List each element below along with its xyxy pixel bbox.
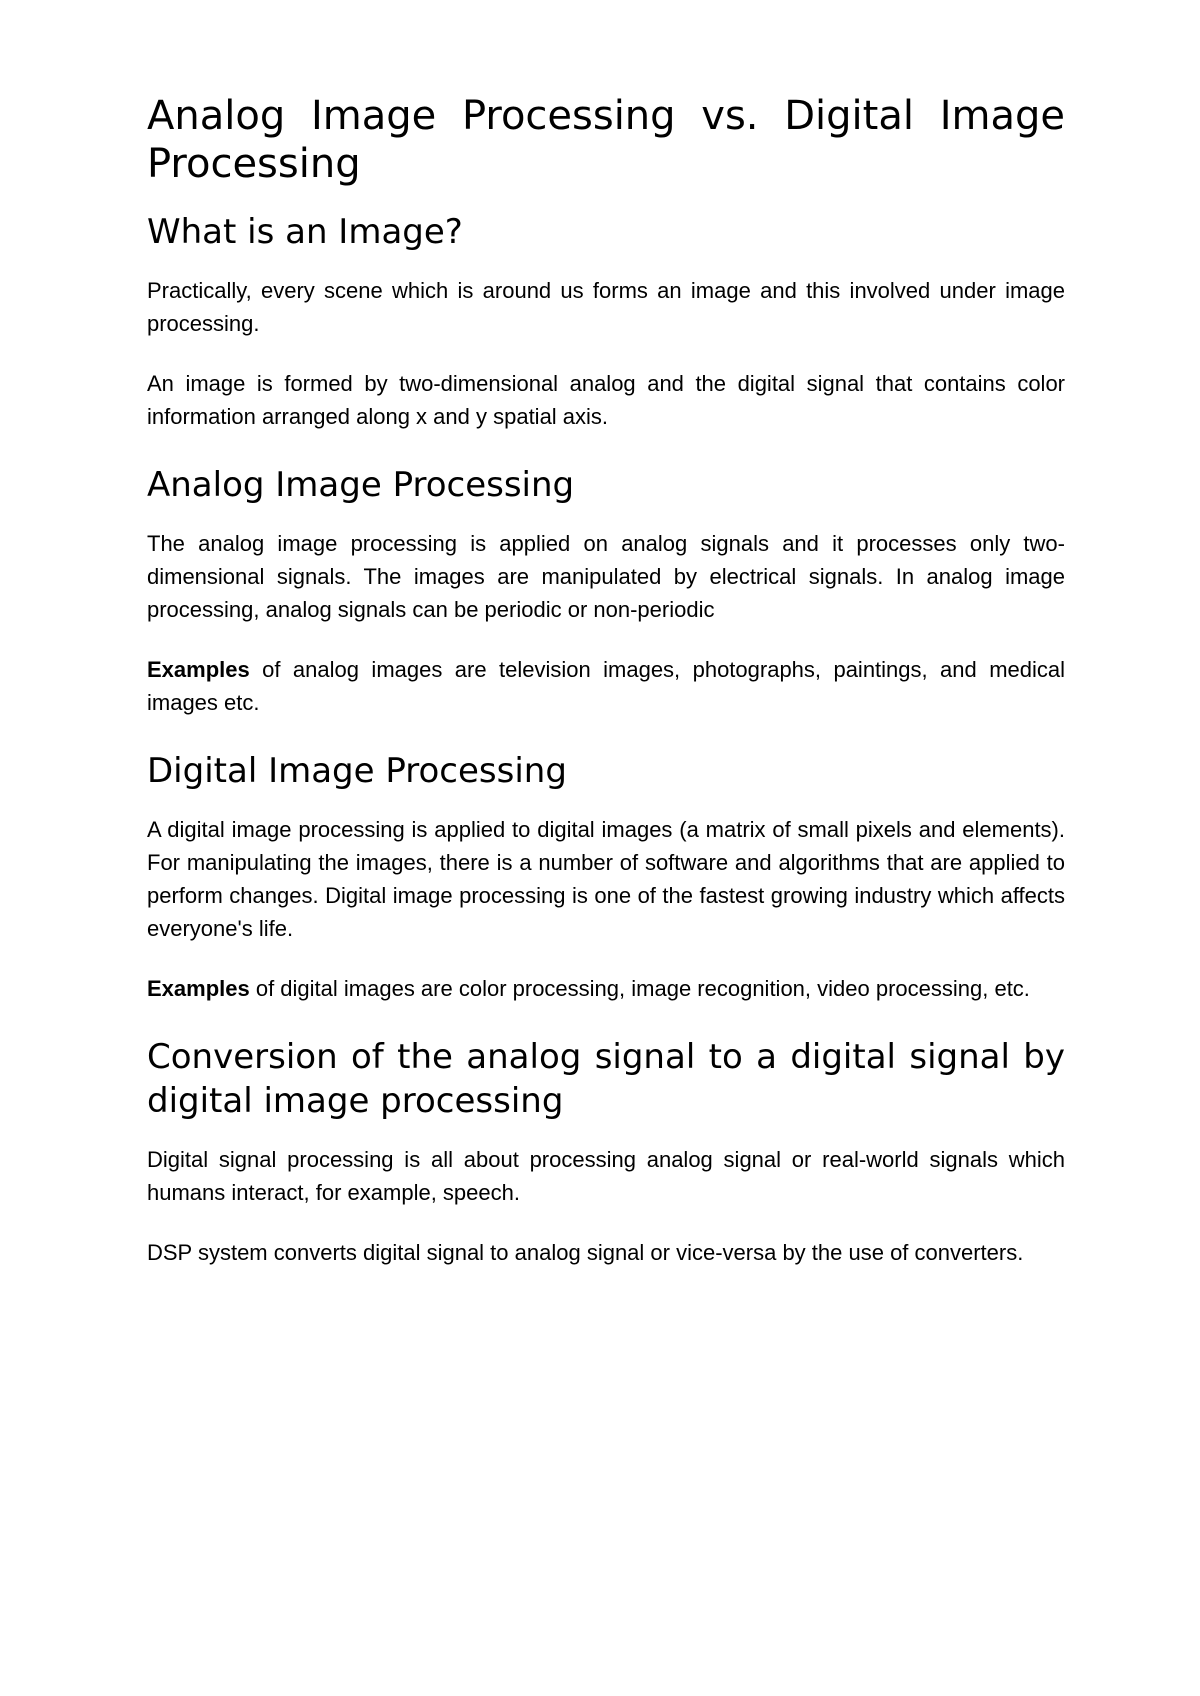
paragraph: Practically, every scene which is around us forms an image and this involved under image processing. bbox=[147, 278, 1065, 336]
paragraph: The analog image processing is applied on analog signals and it processes only two-dimensional signals. The images are manipulated by electrical signals. In analog image processing, analog signals can be periodic or non-periodic bbox=[147, 531, 1065, 622]
examples-label: Examples bbox=[147, 657, 250, 682]
examples-paragraph bbox=[147, 972, 1065, 1005]
section-heading-digital-processing: Digital Image Processing bbox=[147, 751, 567, 791]
document-body bbox=[147, 92, 1065, 1296]
examples-label: Examples bbox=[147, 976, 250, 1001]
paragraph: An image is formed by two-dimensional analog and the digital signal that contains color information arranged along x and y spatial axis. bbox=[147, 371, 1065, 429]
section-heading-analog-processing: Analog Image Processing bbox=[147, 465, 575, 505]
section-heading-what-is-image: What is an Image? bbox=[147, 212, 463, 252]
paragraph: A digital image processing is applied to digital images (a matrix of small pixels and elements). For manipulating the images, there is a number of software and algorithms that are applied to perform changes. Digital image processing is one of the fastest growing industry which affects everyone's life. bbox=[147, 817, 1065, 941]
page-title: Analog Image Processing vs. Digital Image Processing bbox=[147, 93, 1065, 187]
examples-paragraph bbox=[147, 653, 1065, 719]
paragraph: DSP system converts digital signal to analog signal or vice-versa by the use of converters. bbox=[147, 1240, 1024, 1265]
paragraph: Digital signal processing is all about processing analog signal or real-world signals which humans interact, for example, speech. bbox=[147, 1147, 1065, 1205]
examples-text: of digital images are color processing, image recognition, video processing, etc. bbox=[249, 976, 1030, 1001]
examples-text: of analog images are television images, photographs, paintings, and medical images etc. bbox=[147, 657, 1065, 715]
section-heading-conversion: Conversion of the analog signal to a digital signal by digital image processing bbox=[147, 1037, 1065, 1121]
